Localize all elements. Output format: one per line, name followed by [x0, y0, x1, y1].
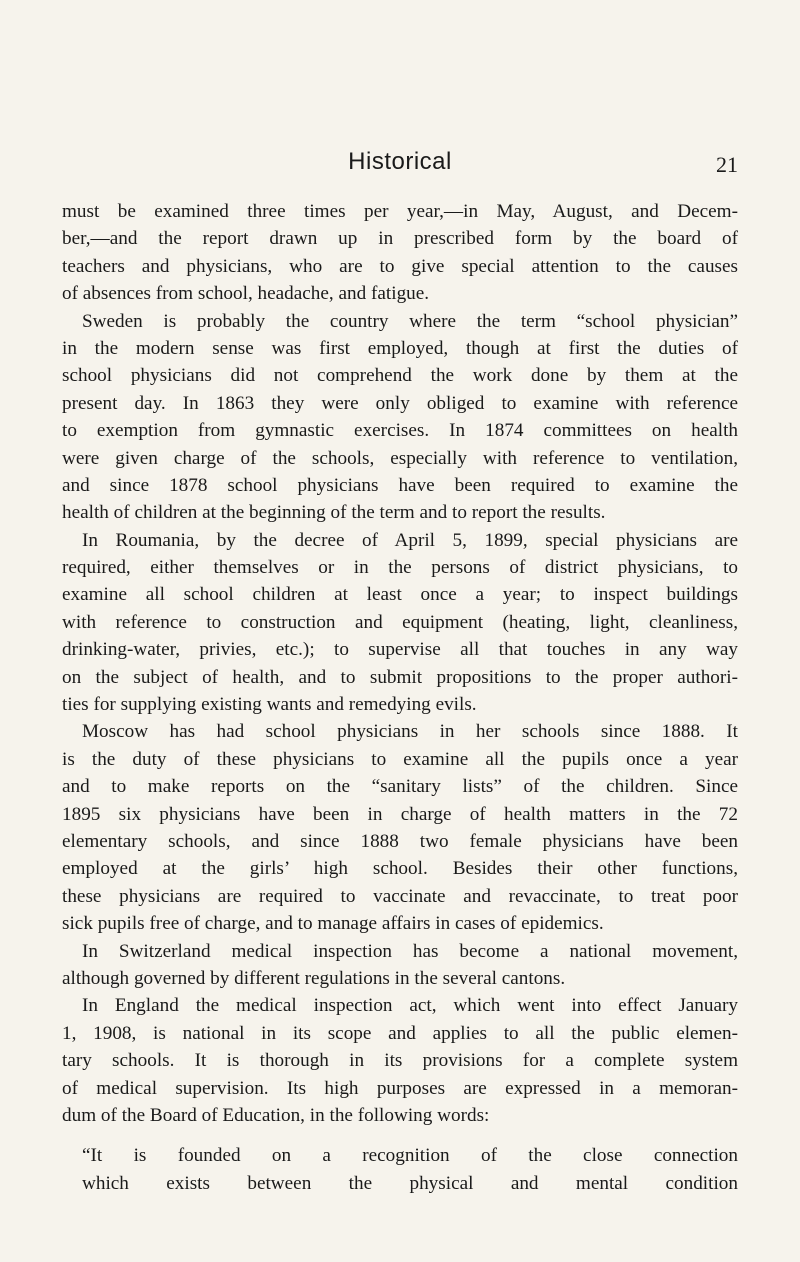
text-line: present day. In 1863 they were only obliged to examine with reference [62, 392, 738, 414]
text-line: In Switzerland medical inspection has become a national movement, [82, 940, 738, 962]
text-line: In England the medical inspection act, which went into effect January [82, 995, 738, 1017]
text-line: In Roumania, by the decree of April 5, 1899, special physicians are [82, 529, 738, 551]
running-head: Historical [348, 148, 452, 175]
text-line: must be examined three times per year,—in May, August, and Decem- [62, 201, 738, 222]
text-line: teachers and physicians, who are to give special attention to the causes [62, 255, 738, 277]
text-line: ber,—and the report drawn up in prescribed form by the board of [62, 228, 738, 250]
main-paragraphs [62, 198, 738, 1129]
text-line: required, either themselves or in the persons of district physicians, to [62, 557, 738, 579]
text-line: tary schools. It is thorough in its provisions for a complete system [62, 1050, 738, 1072]
page-number: 21 [716, 152, 738, 177]
text-line: of medical supervision. Its high purposes are expressed in a memoran- [62, 1077, 738, 1099]
block-quote-gap [62, 1129, 738, 1142]
text-line: sick pupils free of charge, and to manage affairs in cases of epidemics. [62, 913, 604, 935]
text-line: of absences from school, headache, and fatigue. [62, 283, 430, 305]
text-line: these physicians are required to vaccinate and revaccinate, to treat poor [62, 885, 738, 907]
text-line: in the modern sense was first employed, though at first the duties of [62, 337, 738, 359]
text-line: examine all school children at least once a year; to inspect buildings [62, 584, 738, 606]
text-line: 1, 1908, is national in its scope and applies to all the public elemen- [62, 1022, 738, 1044]
text-line: ties for supplying existing wants and remedying evils. [62, 694, 477, 716]
text-line: dum of the Board of Education, in the following words: [62, 1104, 490, 1126]
text-line: elementary schools, and since 1888 two female physicians have been [62, 830, 738, 852]
text-line: with reference to construction and equipment (heating, light, cleanliness, [62, 611, 738, 633]
text-line: is the duty of these physicians to examine all the pupils once a year [62, 748, 738, 770]
text-line: health of children at the beginning of the term and to report the results. [62, 502, 606, 524]
text-line: were given charge of the schools, especially with reference to ventilation, [62, 447, 738, 469]
text-line: to exemption from gymnastic exercises. In 1874 committees on health [62, 420, 738, 442]
text-line: on the subject of health, and to submit propositions to the proper authori- [62, 666, 738, 688]
text-line: and since 1878 school physicians have been required to examine the [62, 474, 738, 496]
text-line: Moscow has had school physicians in her schools since 1888. It [82, 721, 738, 743]
text-line: Sweden is probably the country where the term “school physician” [82, 310, 738, 332]
text-line: which exists between the physical and mental condition [82, 1172, 738, 1194]
block-quote [62, 1142, 738, 1197]
page-header [62, 148, 738, 188]
text-line: although governed by different regulations in the several cantons. [62, 967, 566, 989]
text-line: employed at the girls’ high school. Besides their other functions, [62, 858, 738, 880]
text-line: 1895 six physicians have been in charge of health matters in the 72 [62, 803, 738, 825]
text-line: drinking-water, privies, etc.); to supervise all that touches in any way [62, 639, 738, 661]
text-line: and to make reports on the “sanitary lists” of the children. Since [62, 776, 738, 798]
text-line: school physicians did not comprehend the work done by them at the [62, 365, 738, 387]
body-text [62, 198, 738, 1197]
text-line: “It is founded on a recognition of the close connection [82, 1145, 738, 1167]
